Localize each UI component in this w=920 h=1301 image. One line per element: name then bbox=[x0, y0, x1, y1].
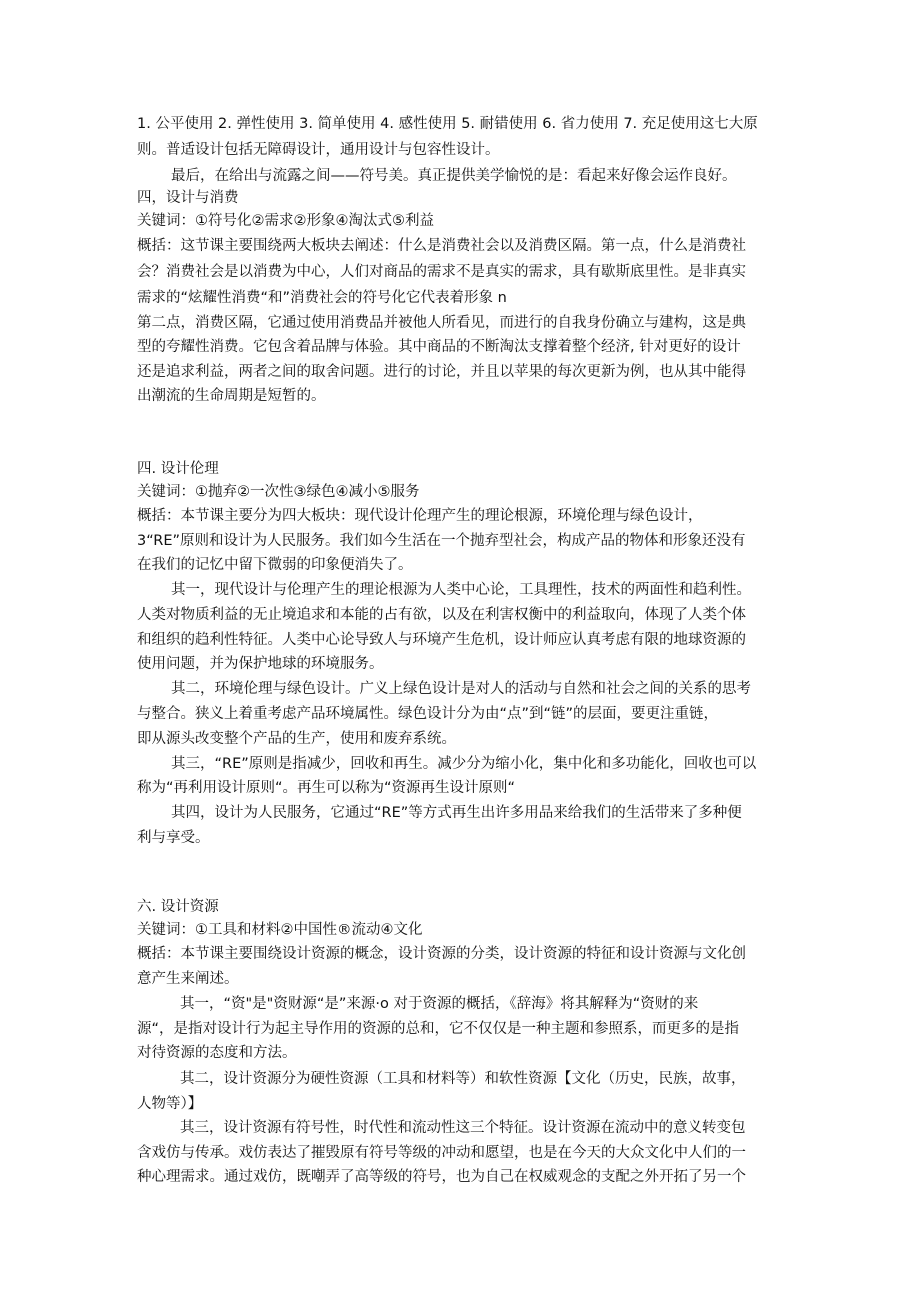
text-line: 和组织的趋利性特征。人类中心论导致人与环境产生危机，设计师应认真考虑有限的地球资源的 bbox=[137, 632, 746, 648]
text-line: 型的夸耀性消费。它包含着品牌与体验。其中商品的不断淘汰支撑着整个经济, 针对更好的设计 bbox=[137, 339, 741, 355]
text-line: 源“，是指对设计行为起主导作用的资源的总和，它不仅仅是一种主题和参照系，而更多的是指 bbox=[137, 1021, 740, 1037]
text-line: 会？消费社会是以消费为中心，人们对商品的需求不是真实的需求，具有歇斯底里性。是非真实 bbox=[137, 264, 746, 280]
text-line: 意产生来阐述。 bbox=[137, 971, 239, 987]
text-line: 在我们的记忆中留下微弱的印象便消失了。 bbox=[137, 557, 413, 573]
keywords-ethics: 关键词：①抛弃②一次性③绿色④减小⑤服务 bbox=[137, 484, 420, 500]
text-line: 即从源头改变整个产品的生产，使用和废弃系统。 bbox=[137, 731, 456, 747]
text-line: 1. 公平使用 2. 弹性使用 3. 简单使用 4. 感性使用 5. 耐错使用 6. 省力使用 7. 充足使用这七大原 bbox=[137, 116, 758, 132]
text-line: 还是追求利益，两者之间的取舍问题。进行的讨论，并且以苹果的每次更新为例，也从其中能得 bbox=[137, 364, 746, 380]
text-line: 种心理需求。通过戏仿，既嘲弄了高等级的符号，也为自己在权威观念的支配之外开拓了另一个 bbox=[137, 1169, 746, 1185]
text-line: 3“RE”原则和设计为人民服务。我们如今生活在一个抛弃型社会，构成产品的物体和形象还没有 bbox=[137, 533, 746, 549]
text-line: 概括：本节课主要围绕设计资源的概念，设计资源的分类，设计资源的特征和设计资源与文化创 bbox=[137, 946, 746, 962]
text-line: 称为“再利用设计原则“。再生可以称为“资源再生设计原则“ bbox=[137, 780, 516, 796]
text-line: 其二，设计资源分为硬性资源（工具和材料等）和软性资源【文化（历史，民族，故事， bbox=[180, 1071, 746, 1087]
text-line: 其三，“RE”原则是指减少，回收和再生。减少分为缩小化，集中化和多功能化，回收也可以 bbox=[171, 756, 757, 772]
section-heading-ethics: 四. 设计伦理 bbox=[137, 461, 219, 477]
text-line: 人类对物质利益的无止境追求和本能的占有欲，以及在利害权衡中的利益取向，体现了人类个体 bbox=[137, 607, 746, 623]
text-line: 含戏仿与传承。戏仿表达了摧毁原有符号等级的冲动和愿望，也是在今天的大众文化中人们的一 bbox=[137, 1145, 746, 1161]
keywords-resources: 关键词：①工具和材料②中国性®流动④文化 bbox=[137, 922, 423, 938]
text-line: 概括：本节课主要分为四大板块：现代设计伦理产生的理论根源，环境伦理与绿色设计， bbox=[137, 508, 703, 524]
text-line: 第二点，消费区隔，它通过使用消费品并被他人所看见，而进行的自我身份确立与建构，这是典 bbox=[137, 315, 746, 331]
text-line: 最后，在给出与流露之间——符号美。真正提供美学愉悦的是：看起来好像会运作良好。 bbox=[171, 168, 737, 184]
section-heading-consumption: 四，设计与消费 bbox=[137, 190, 239, 206]
section-heading-resources: 六. 设计资源 bbox=[137, 899, 219, 915]
text-line: 需求的“炫耀性消费“和”消费社会的符号化它代表着形象 n bbox=[137, 290, 507, 306]
text-line: 对待资源的态度和方法。 bbox=[137, 1045, 297, 1061]
keywords-consumption: 关键词：①符号化②需求②形象④淘汰式⑤利益 bbox=[137, 213, 434, 229]
text-line: 其四，设计为人民服务，它通过“RE”等方式再生出许多用品来给我们的生活带来了多种便 bbox=[171, 805, 742, 821]
text-line: 人物等）】 bbox=[137, 1096, 203, 1112]
text-line: 则。普适设计包括无障碍设计，通用设计与包容性设计。 bbox=[137, 142, 500, 158]
text-line: 其一，“资"是"资财源“是”来源·o 对于资源的概括，《辞海》将其解释为“资财的来 bbox=[180, 996, 699, 1012]
text-line: 与整合。狭义上着重考虑产品环境属性。绿色设计分为由“点”到“链”的层面，要更注重链， bbox=[137, 706, 719, 722]
text-line: 出潮流的生命周期是短暂的。 bbox=[137, 388, 326, 404]
text-line: 其二，环境伦理与绿色设计。广义上绿色设计是对人的活动与自然和社会之间的关系的思考 bbox=[171, 681, 751, 697]
text-line: 其一，现代设计与伦理产生的理论根源为人类中心论，工具理性，技术的两面性和趋利性。 bbox=[171, 582, 751, 598]
text-line: 使用问题，并为保护地球的环境服务。 bbox=[137, 656, 384, 672]
text-line: 其三，设计资源有符号性，时代性和流动性这三个特征。设计资源在流动中的意义转变包 bbox=[180, 1120, 746, 1136]
text-line: 概括：这节课主要围绕两大板块去阐述：什么是消费社会以及消费区隔。第一点，什么是消费社 bbox=[137, 238, 746, 254]
text-line: 利与享受。 bbox=[137, 830, 210, 846]
